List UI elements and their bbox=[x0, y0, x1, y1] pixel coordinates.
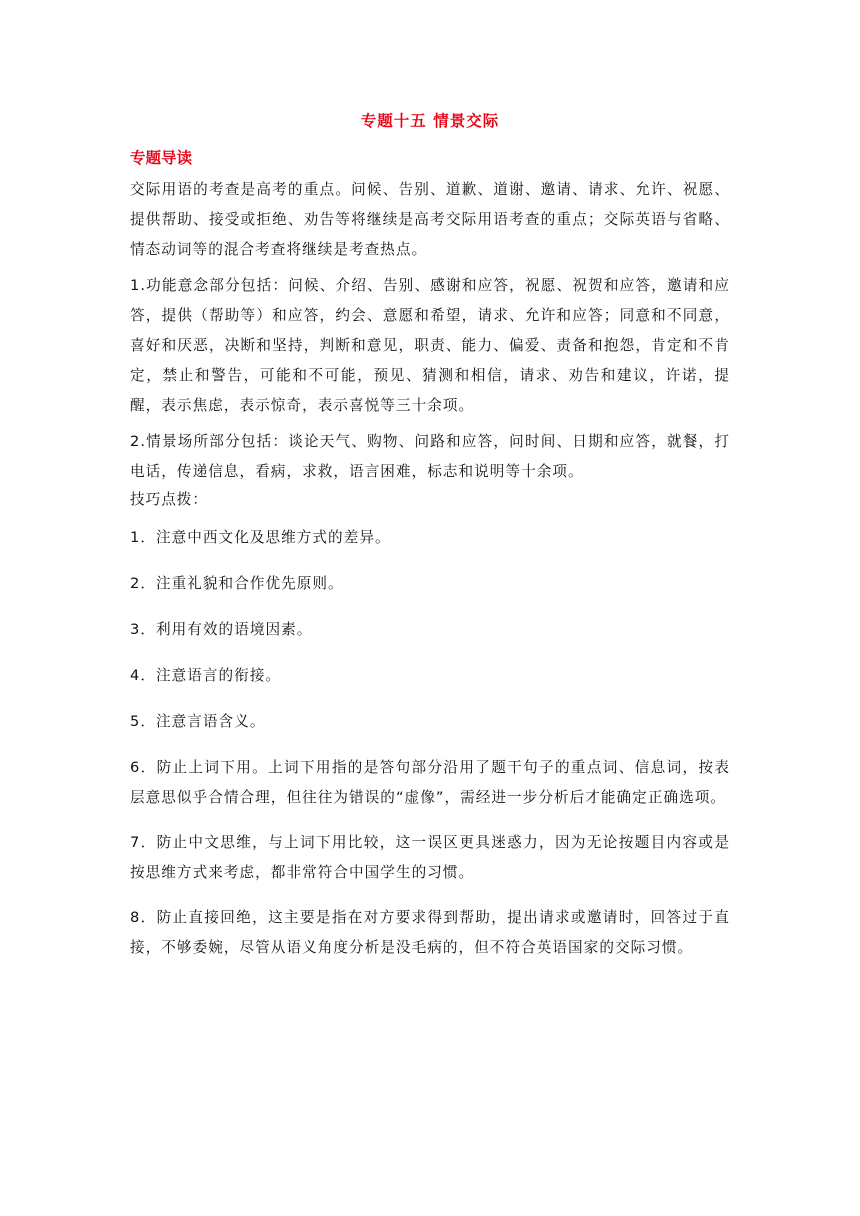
point-2-paragraph: 2.情景场所部分包括：谈论天气、购物、问路和应答，问时间、日期和应答，就餐，打电话，传递信息，看病，求救，语言困难，标志和说明等十余项。 bbox=[130, 433, 730, 480]
point-1-paragraph: 1.功能意念部分包括：问候、介绍、告别、感谢和应答，祝愿、祝贺和应答，邀请和应答，提供（帮助等）和应答，约会、意愿和希望，请求、允许和应答；同意和不同意，喜好和厌恶，决断和坚持，判断和意见，职责、能力、偏爱、责备和抱怨，肯定和不肯定，禁止和警告，可能和不可能，预见、猜测和相信，请求、劝告和建议，许诺，提醒，表示焦虑，表示惊奇，表示喜悦等三十余项。 bbox=[130, 277, 730, 414]
tip-item: 3．利用有效的语境因素。 bbox=[130, 621, 313, 638]
page-title: 专题十五 情景交际 bbox=[360, 112, 500, 130]
intro-paragraph: 交际用语的考查是高考的重点。问候、告别、道歉、道谢、邀请、请求、允许、祝愿、提供帮助、接受或拒绝、劝告等将继续是高考交际用语考查的重点；交际英语与省略、情态动词等的混合考查将继续是考查热点。 bbox=[130, 181, 730, 258]
tip-item: 5．注意言语含义。 bbox=[130, 713, 266, 730]
tip-item: 7．防止中文思维，与上词下用比较，这一误区更具迷惑力，因为无论按题目内容或是按思维方式来考虑，都非常符合中国学生的习惯。 bbox=[130, 834, 730, 881]
tips-heading: 技巧点拨： bbox=[130, 491, 208, 508]
document-body bbox=[130, 145, 730, 978]
tip-item: 4．注意语言的衔接。 bbox=[130, 667, 282, 684]
tip-item: 8．防止直接回绝，这主要是指在对方要求得到帮助，提出请求或邀请时，回答过于直接，不够委婉，尽管从语义角度分析是没毛病的，但不符合英语国家的交际习惯。 bbox=[130, 909, 730, 956]
intro-heading: 专题导读 bbox=[130, 149, 193, 167]
tip-item: 6．防止上词下用。上词下用指的是答句部分沿用了题干句子的重点词、信息词，按表层意思似乎合情合理，但往往为错误的“虚像”，需经进一步分析后才能确定正确选项。 bbox=[130, 759, 730, 806]
tip-item: 2．注重礼貌和合作优先原则。 bbox=[130, 575, 344, 592]
tip-item: 1．注意中西文化及思维方式的差异。 bbox=[130, 529, 391, 546]
